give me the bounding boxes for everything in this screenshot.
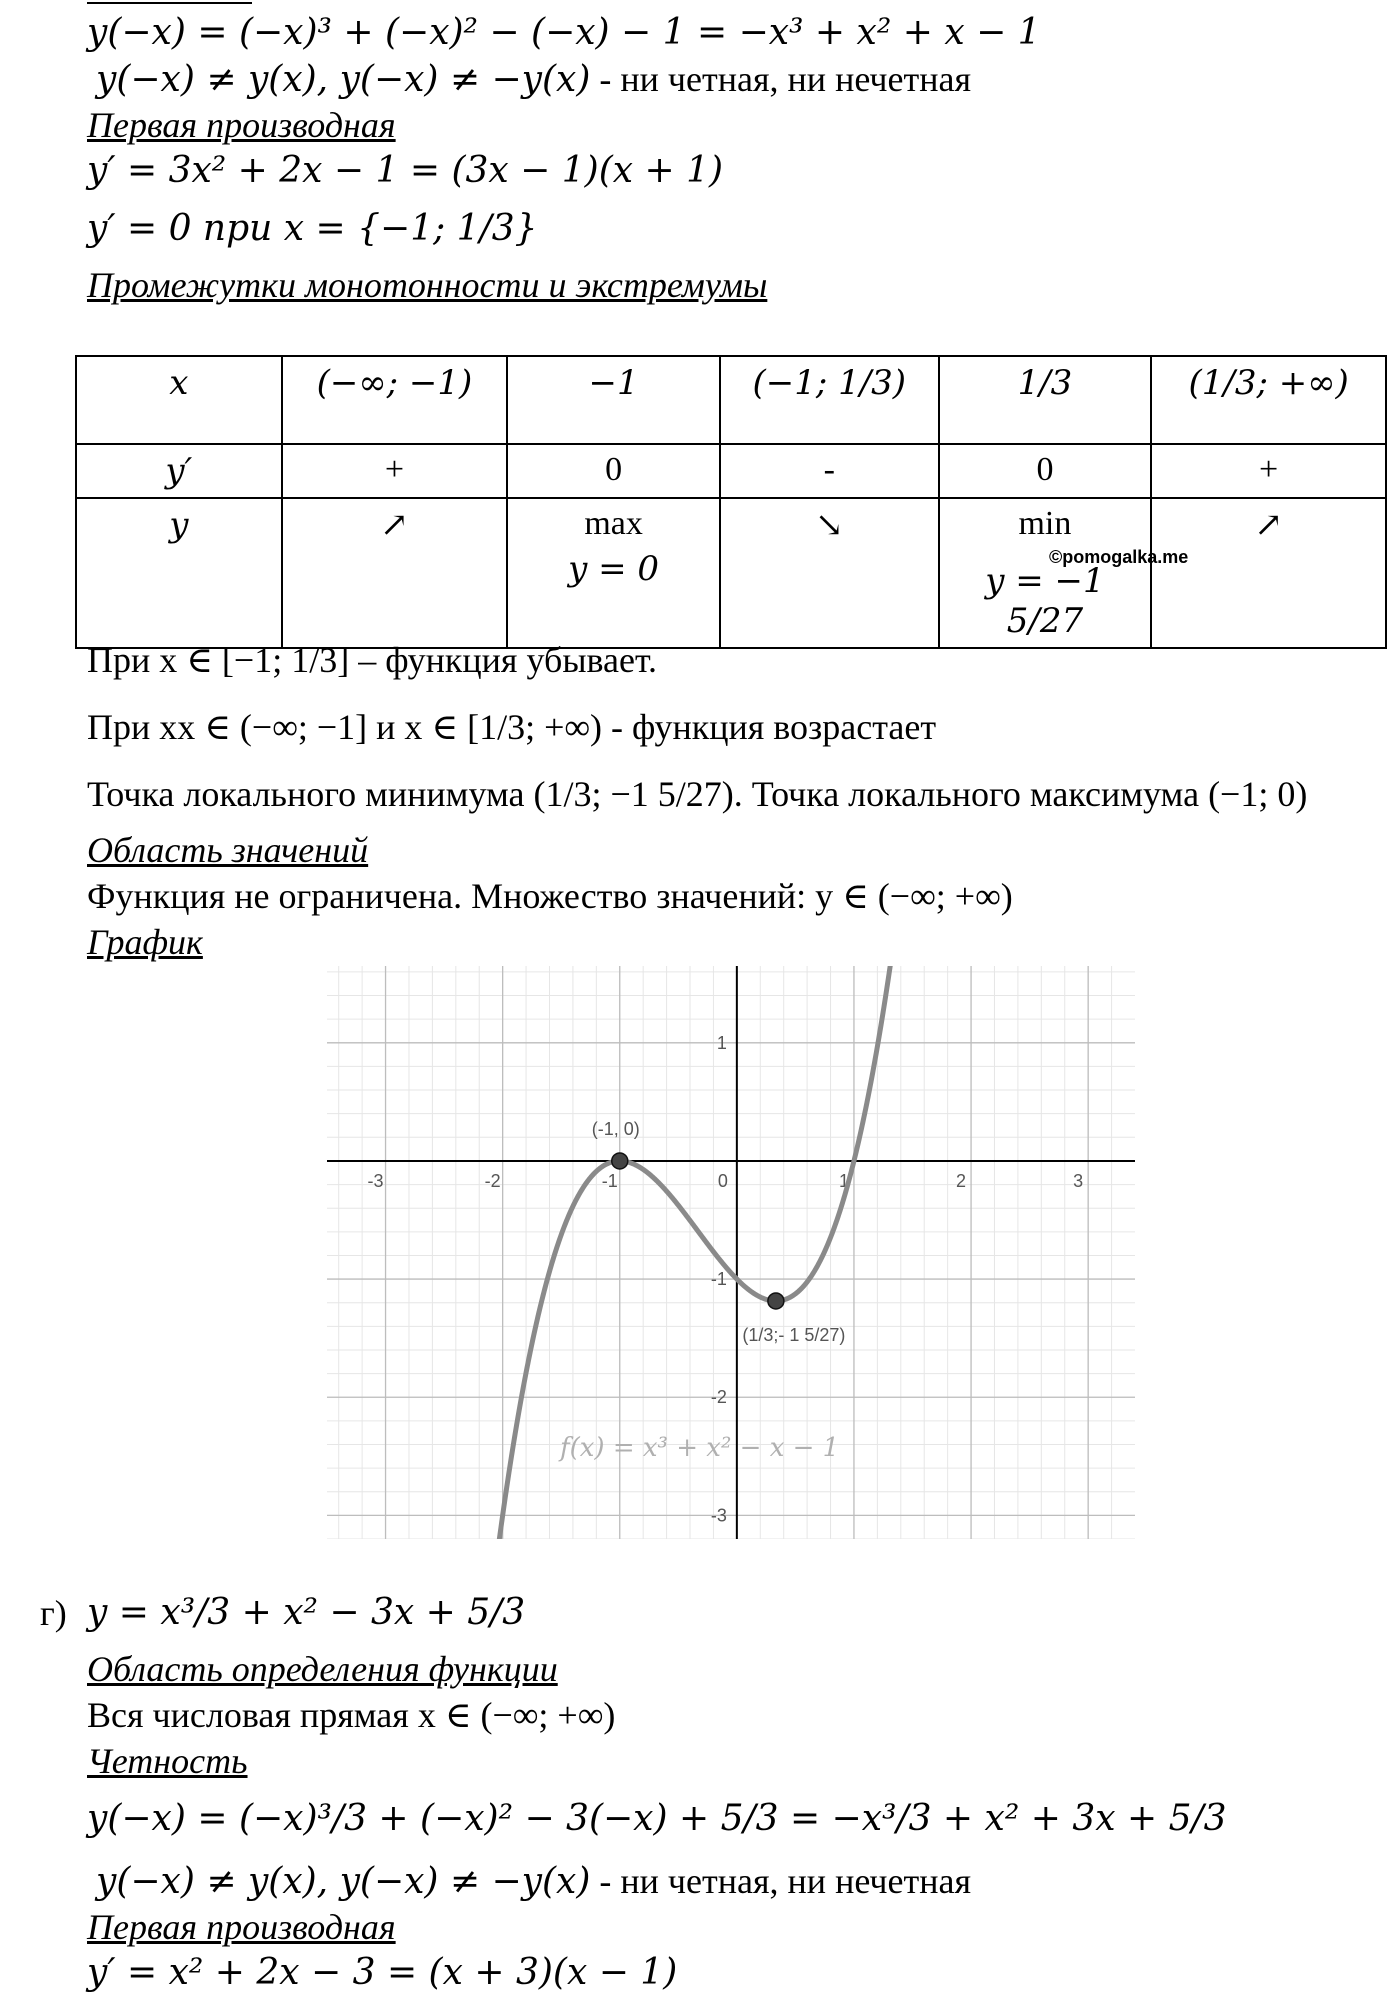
table-cell: 1/3 (939, 356, 1152, 444)
table-cell (1048, 498, 1386, 648)
table-cell-min (939, 498, 1152, 648)
x-tick-label: -3 (367, 1170, 384, 1191)
table-cell-arrow: ↗ (1254, 507, 1283, 544)
table-cell: y (76, 498, 282, 648)
x-tick-label: -2 (484, 1170, 501, 1191)
y-tick-label: -1 (710, 1269, 727, 1290)
increasing-statement: При xx ∈ (−∞; −1] и x ∈ [1/3; +∞) - функция возрастает (87, 707, 937, 747)
decreasing-statement: При x ∈ [−1; 1/3] – функция убывает. (87, 640, 658, 680)
max-label: max (584, 505, 643, 542)
parity-conclusion-text: - ни четная, ни нечетная (590, 59, 972, 99)
x-tick-label: 2 (956, 1170, 967, 1191)
part-g-parity-equation: y(−x) = (−x)³/3 + (−x)² − 3(−x) + 5/3 = −x³/3 + x² + 3x + 5/3 (87, 1798, 1227, 1839)
table-row-function (76, 498, 1386, 648)
parity-equation: y(−x) = (−x)³ + (−x)² − (−x) − 1 = −x³ + x² + x − 1 (87, 12, 1041, 53)
parity-conclusion (96, 56, 971, 103)
table-cell: x (76, 356, 282, 444)
monotonicity-table (75, 355, 1387, 649)
table-cell: - (720, 444, 939, 498)
table-cell: ↗ (282, 498, 508, 648)
table-cell: y′ (76, 444, 282, 498)
derivative-heading: Первая производная (87, 105, 396, 145)
table-cell: −1 (507, 356, 720, 444)
range-statement: Функция не ограничена. Множество значений: y ∈ (−∞; +∞) (87, 876, 1013, 916)
min-value: y = −1 5/27 (985, 561, 1105, 641)
table-cell: ↘ (720, 498, 939, 648)
derivative-equation: y′ = 3x² + 2x − 1 = (3x − 1)(x + 1) (87, 150, 724, 191)
extremum-point (612, 1153, 628, 1169)
table-row-x (76, 356, 1386, 444)
extrema-statement: Точка локального минимума (1/3; −1 5/27). Точка локального максимума (−1; 0) (87, 774, 1308, 814)
part-g-marker: г) (40, 1593, 67, 1633)
part-g-derivative-heading: Первая производная (87, 1907, 396, 1947)
table-cell: 0 (507, 444, 720, 498)
critical-points-equation: y′ = 0 при x = {−1; 1/3} (87, 208, 538, 249)
x-tick-label: 0 (717, 1170, 728, 1191)
table-cell: (−∞; −1) (282, 356, 508, 444)
separator-line (87, 2, 252, 4)
x-tick-label: 1 (838, 1170, 849, 1191)
domain-heading: Область определения функции (87, 1649, 558, 1689)
x-tick-label: 3 (1073, 1170, 1084, 1191)
function-graph (327, 966, 1135, 1539)
point-label: (-1, 0) (591, 1118, 640, 1139)
table-cell: 0 (939, 444, 1152, 498)
y-tick-label: 1 (716, 1032, 727, 1053)
part-g-parity-conclusion-math: y(−x) ≠ y(x), y(−x) ≠ −y(x) (96, 1861, 591, 1902)
table-row-derivative (76, 444, 1386, 498)
part-g-parity-conclusion-text: - ни четная, ни нечетная (590, 1861, 972, 1901)
parity-heading: Четность (87, 1741, 248, 1781)
parity-conclusion-math: y(−x) ≠ y(x), y(−x) ≠ −y(x) (96, 59, 591, 100)
table-cell: (−1; 1/3) (720, 356, 939, 444)
domain-statement: Вся числовая прямая x ∈ (−∞; +∞) (87, 1695, 616, 1735)
function-label: f(x) = x³ + x² − x − 1 (560, 1433, 840, 1463)
min-label: min (1018, 505, 1072, 542)
part-g-parity-conclusion (96, 1858, 971, 1905)
monotonicity-heading: Промежутки монотонности и экстремумы (87, 265, 768, 305)
part-g-function: y = x³/3 + x² − 3x + 5/3 (87, 1592, 526, 1633)
table-cell: + (1151, 444, 1386, 498)
extremum-point (768, 1293, 784, 1309)
x-tick-label: -1 (601, 1170, 618, 1191)
max-value: y = 0 (568, 549, 660, 589)
point-label: (1/3;- 1 5/27) (742, 1324, 846, 1345)
graph-heading: График (87, 922, 203, 962)
range-heading: Область значений (87, 830, 369, 870)
y-tick-label: -2 (710, 1387, 727, 1408)
part-g-derivative-equation: y′ = x² + 2x − 3 = (x + 3)(x − 1) (87, 1952, 678, 1993)
table-cell: + (282, 444, 508, 498)
y-tick-label: -3 (710, 1505, 727, 1526)
table-cell-max (507, 498, 720, 648)
table-cell: (1/3; +∞) (1151, 356, 1386, 444)
watermark: ©pomogalka.me (1048, 547, 1189, 567)
